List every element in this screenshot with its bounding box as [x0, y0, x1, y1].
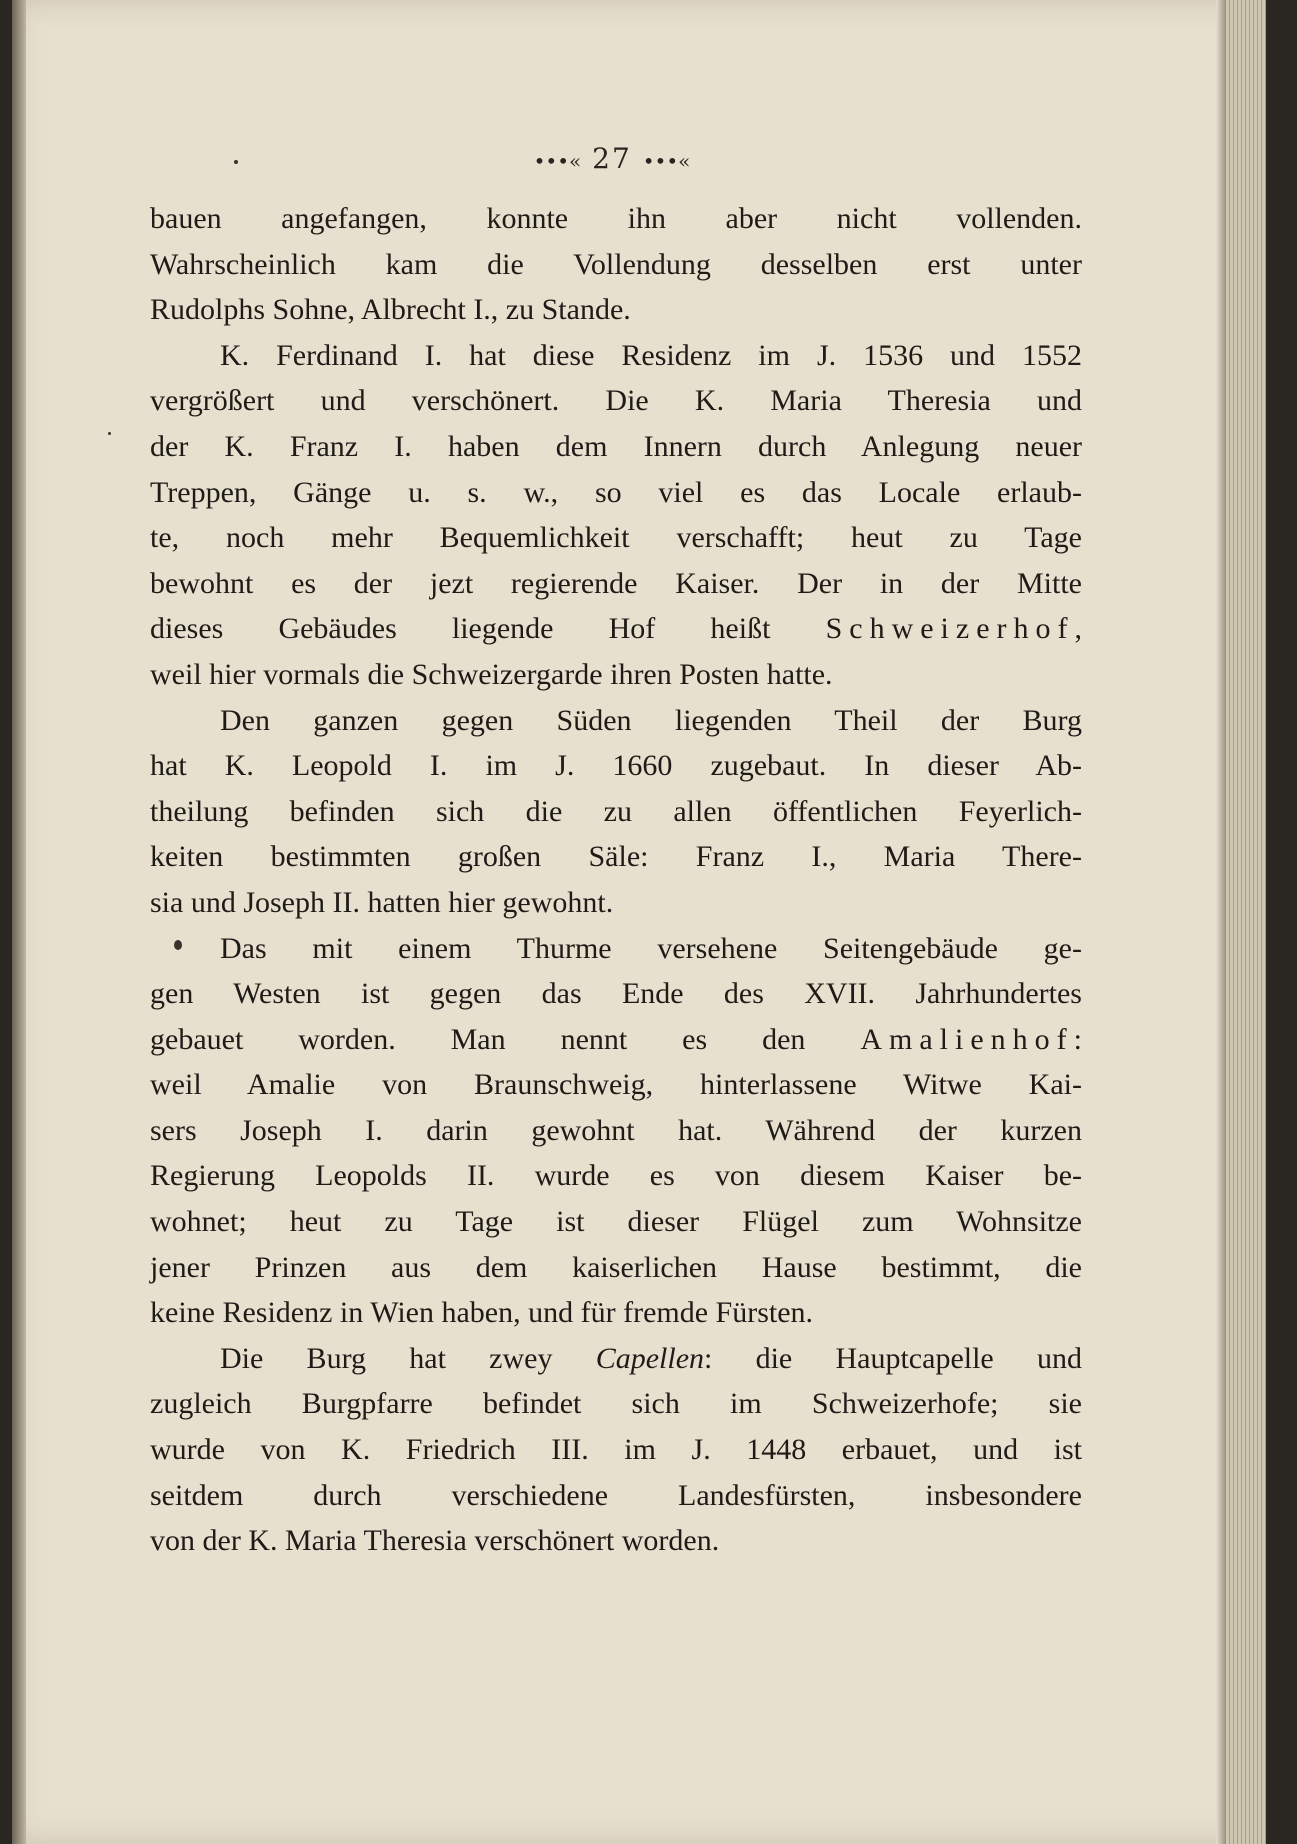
text-line: vergrößert und verschönert. Die K. Maria Theresia und — [150, 384, 1082, 418]
text-line: Das mit einem Thurme versehene Seitengebäude ge- — [220, 931, 1082, 965]
italic-emphasis: Capellen — [595, 1341, 705, 1375]
page-number: 27 — [592, 142, 632, 175]
body-text — [150, 196, 1082, 1564]
header-ornament-left: •••« — [533, 149, 582, 173]
spaced-emphasis: Amalienhof — [860, 1022, 1074, 1056]
text-line: bewohnt es der jezt regierende Kaiser. Der in der Mitte — [150, 566, 1082, 600]
text-line: hat K. Leopold I. im J. 1660 zugebaut. In dieser Ab- — [150, 749, 1082, 783]
text-line: te, noch mehr Bequemlichkeit verschafft; heut zu Tage — [150, 521, 1082, 555]
header-ornament-right: •••« — [642, 149, 691, 173]
text-line: gen Westen ist gegen das Ende des XVII. Jahrhundertes — [150, 977, 1082, 1011]
text-line: wohnet; heut zu Tage ist dieser Flügel zum Wohnsitze — [150, 1205, 1082, 1239]
text-line: bauen angefangen, konnte ihn aber nicht vollenden. — [150, 202, 1082, 235]
text-line: K. Ferdinand I. hat diese Residenz im J. 1536 und 1552 — [220, 338, 1082, 372]
text-line: Rudolphs Sohne, Albrecht I., zu Stande. — [150, 293, 631, 327]
text-line: weil Amalie von Braunschweig, hinterlassene Witwe Kai- — [150, 1068, 1082, 1102]
page-fold-shadow — [1216, 0, 1226, 1844]
text-line: jener Prinzen aus dem kaiserlichen Hause bestimmt, die — [150, 1250, 1082, 1284]
text-line: sers Joseph I. darin gewohnt hat. Während der kurzen — [150, 1113, 1082, 1147]
text-line: sia und Joseph II. hatten hier gewohnt. — [150, 885, 614, 919]
text-line: Treppen, Gänge u. s. w., so viel es das Locale erlaub- — [150, 475, 1082, 509]
text-line: weil hier vormals die Schweizergarde ihren Posten hatte. — [150, 657, 833, 691]
text-line: Regierung Leopolds II. wurde es von diesem Kaiser be- — [150, 1159, 1082, 1193]
running-header — [12, 142, 1212, 175]
text-line: der K. Franz I. haben dem Innern durch Anlegung neuer — [150, 429, 1082, 463]
page-edges — [1226, 0, 1266, 1844]
text-line: Die Burg hat zwey Capellen: die Hauptcapelle und — [220, 1341, 1082, 1375]
text-line: seitdem durch verschiedene Landesfürsten, insbesondere — [150, 1478, 1082, 1512]
text-line: zugleich Burgpfarre befindet sich im Schweizerhofe; sie — [150, 1387, 1082, 1421]
text-line: dieses Gebäudes liegende Hof heißt Schweizerhof, — [150, 612, 1082, 646]
paper-speck — [174, 940, 182, 950]
gutter-shadow — [12, 0, 26, 1844]
paper-speck — [234, 160, 238, 164]
text-line: von der K. Maria Theresia verschönert worden. — [150, 1524, 720, 1558]
spaced-emphasis: Schweizerhof — [825, 612, 1075, 646]
paper-speck — [108, 432, 111, 435]
text-line: wurde von K. Friedrich III. im J. 1448 erbauet, und ist — [150, 1433, 1082, 1467]
text-line: keine Residenz in Wien haben, und für fremde Fürsten. — [150, 1296, 814, 1330]
text-line: Den ganzen gegen Süden liegenden Theil der Burg — [220, 703, 1082, 737]
text-line: theilung befinden sich die zu allen öffentlichen Feyerlich- — [150, 794, 1082, 828]
book-page — [12, 0, 1266, 1844]
text-line: gebauet worden. Man nennt es den Amalienhof: — [150, 1022, 1082, 1056]
text-line: Wahrscheinlich kam die Vollendung desselben erst unter — [150, 247, 1082, 281]
text-line: keiten bestimmten großen Säle: Franz I., Maria There- — [150, 840, 1082, 874]
